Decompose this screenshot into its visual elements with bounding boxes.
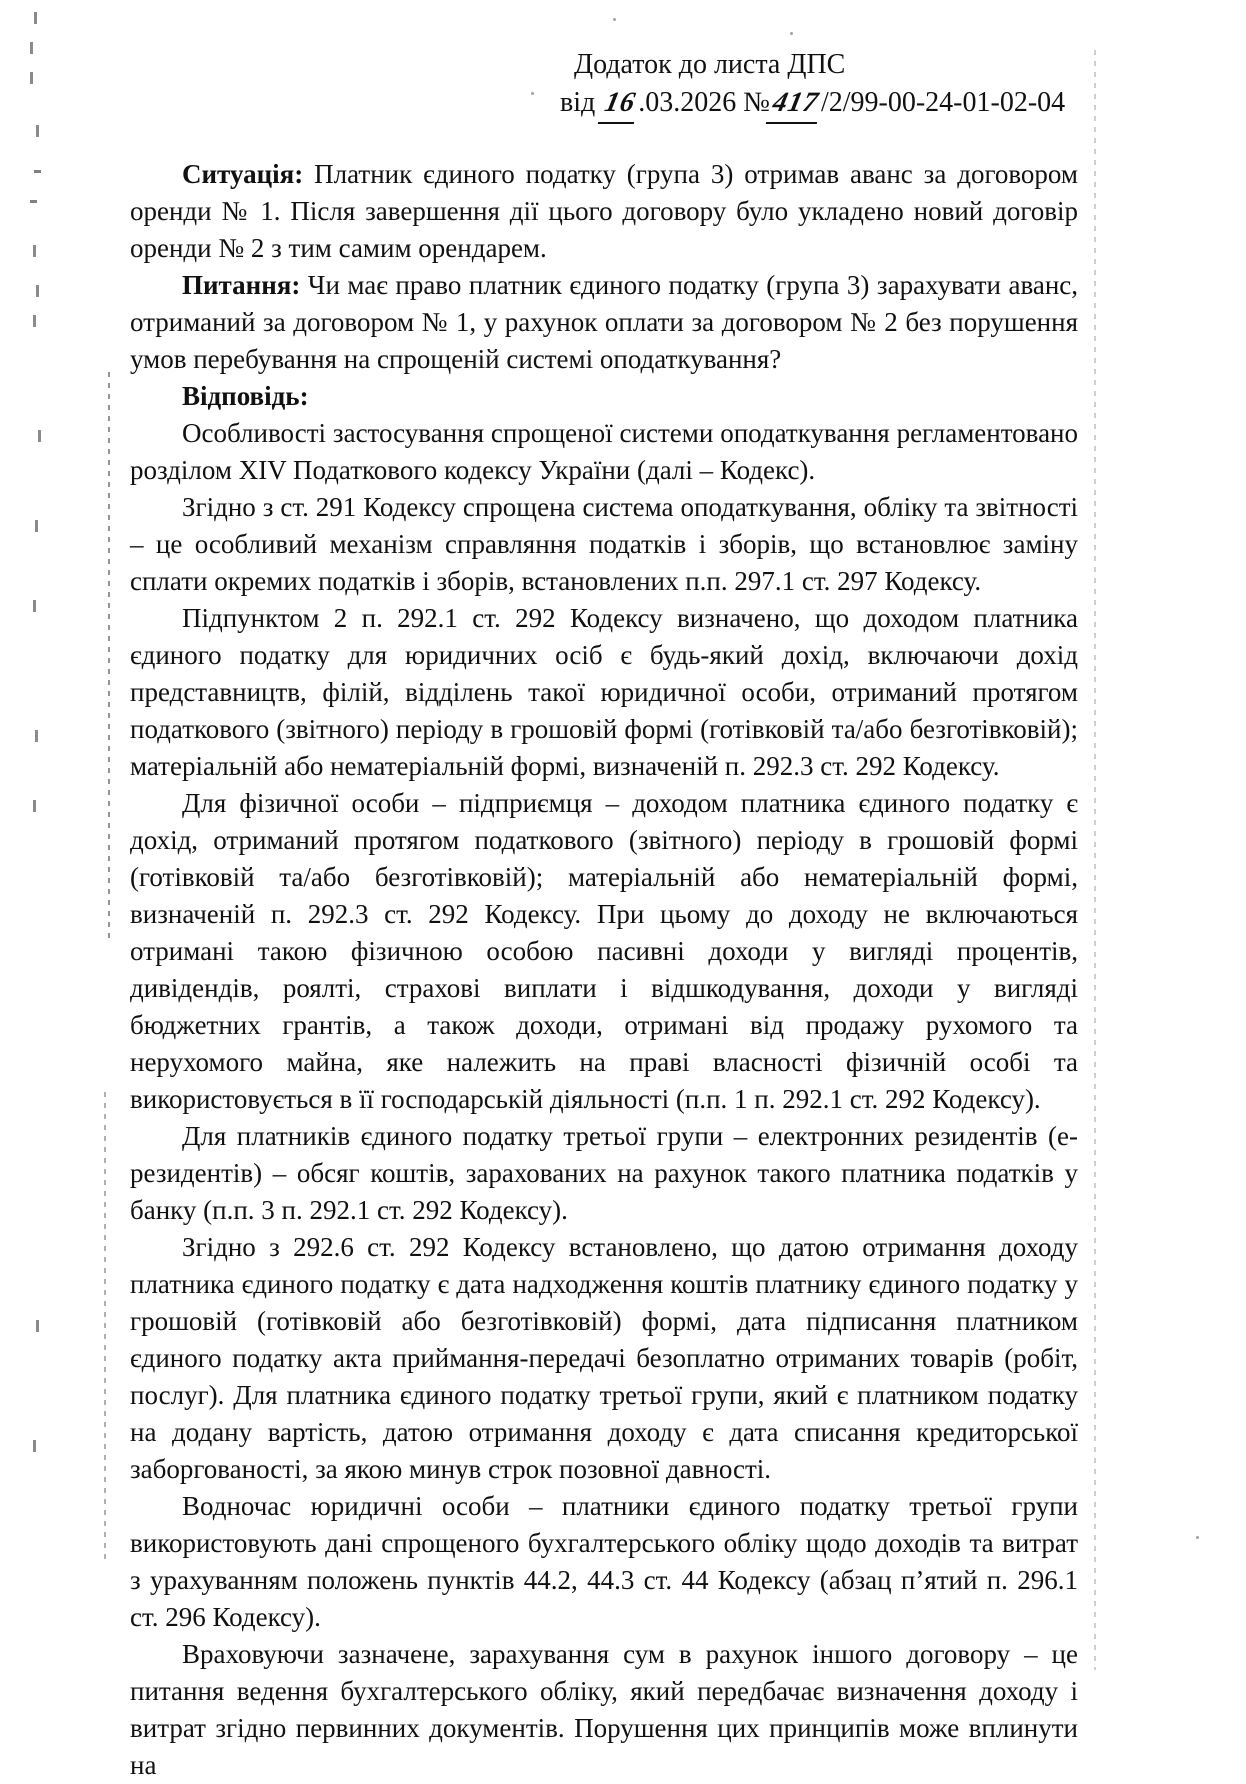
handwritten-number: 417 xyxy=(766,84,826,124)
header-reference-line xyxy=(560,84,1078,124)
paragraph-text: Водночас юридичні особи – платники єдиного податку третьої групи використовують дані спрощеного бухгалтерського обліку щодо доходів та витрат з урахуванням положень пунктів 44.2, 44.3 ст. 44 Кодексу (абзац п’ятий п. 296.1 ст. 296 Кодексу). xyxy=(130,1491,1078,1632)
paragraph-text: Чи має право платник єдиного податку (група 3) зарахувати аванс, отриманий за договором № 1, у рахунок оплати за договором № 2 без порушення умов перебування на спрощеній системі оподаткування? xyxy=(130,270,1079,374)
header-number-sign: № xyxy=(743,87,770,118)
scan-artifact xyxy=(613,18,616,21)
paragraph xyxy=(130,489,1078,600)
paragraph xyxy=(130,1118,1078,1229)
scan-artifact xyxy=(34,12,37,24)
paragraph xyxy=(130,1636,1078,1784)
paragraph xyxy=(130,600,1078,785)
scan-artifact xyxy=(1094,50,1096,1670)
paragraph xyxy=(130,1488,1078,1636)
scan-artifact xyxy=(36,125,39,137)
scan-artifact xyxy=(30,72,33,84)
scan-artifact xyxy=(790,32,793,35)
scan-artifact xyxy=(108,372,110,942)
scan-artifact xyxy=(104,1092,106,1562)
paragraph-text: Для платників єдиного податку третьої групи – електронних резидентів (е-резидентів) – обсяг коштів, зарахованих на рахунок такого платника податків у банку (п.п. 3 п. 292.1 ст. 292 Кодексу). xyxy=(130,1121,1078,1225)
header-from-label: від xyxy=(560,87,596,118)
paragraph-text: Особливості застосування спрощеної системи оподаткування регламентовано розділом XIV Податкового кодексу України (далі – Кодекс). xyxy=(130,418,1078,485)
scan-artifact xyxy=(36,285,39,297)
document-header xyxy=(560,46,1078,124)
paragraph-question xyxy=(130,267,1078,378)
handwritten-day: 16 xyxy=(598,84,643,124)
scan-artifact xyxy=(35,520,38,532)
paragraph-text: Згідно з ст. 291 Кодексу спрощена система оподаткування, обліку та звітності – це особливий механізм справляння податків і зборів, що встановлює заміну сплати окремих податків і зборів, встановлених п.п. 297.1 ст. 297 Кодексу. xyxy=(130,492,1078,596)
paragraph-text: Платник єдиного податку (група 3) отримав аванс за договором оренди № 1. Після завершення дії цього договору було укладено новий договір оренди № 2 з тим самим орендарем. xyxy=(130,159,1079,263)
scan-artifact xyxy=(33,1440,36,1452)
paragraph xyxy=(130,415,1078,489)
scan-artifact xyxy=(33,315,36,327)
paragraph-text: Для фізичної особи – підприємця – доходом платника єдиного податку є дохід, отриманий протягом податкового (звітного) періоду в грошовій формі (готівковій та/або безготівковій); матеріальній або нематеріальній формі, визначеній п. 292.3 ст. 292 Кодексу. При цьому до доходу не включаються отримані такою фізичною особою пасивні доходи у вигляді процентів, дивідендів, роялті, страхові виплати і відшкодування, доходи у вигляді бюджетних грантів, а також доходи, отримані від продажу рухомого та нерухомого майна, яке належить на праві власності фізичній особі та використовується в її господарській діяльності (п.п. 1 п. 292.1 ст. 292 Кодексу). xyxy=(130,788,1078,1114)
header-title: Додаток до листа ДПС xyxy=(574,49,846,80)
scan-artifact xyxy=(30,200,37,203)
paragraph xyxy=(130,1229,1078,1488)
scan-artifact xyxy=(30,42,33,54)
header-number-suffix: /2/99-00-24-01-02-04 xyxy=(820,87,1066,118)
scan-artifact xyxy=(1196,1536,1199,1539)
scan-artifact xyxy=(35,730,38,742)
scan-artifact xyxy=(33,245,36,257)
paragraph xyxy=(130,785,1078,1118)
scan-artifact xyxy=(36,1320,39,1332)
scan-artifact xyxy=(38,430,41,442)
scan-artifact xyxy=(531,92,534,95)
paragraph-answer-label xyxy=(130,378,1078,415)
paragraph-text: Враховуючи зазначене, зарахування сум в рахунок іншого договору – це питання ведення бухгалтерського обліку, який передбачає визначення доходу і витрат згідно первинних документів. Порушення цих принципів може вплинути на xyxy=(130,1639,1078,1780)
document-body xyxy=(130,156,1078,1784)
paragraph-lead: Відповідь: xyxy=(182,381,309,411)
scan-artifact xyxy=(33,800,36,812)
scan-artifact xyxy=(33,600,36,612)
scan-artifact xyxy=(34,170,41,173)
paragraph-situation xyxy=(130,156,1078,267)
header-date-rest: .03.2026 xyxy=(638,87,737,118)
paragraph-lead: Питання: xyxy=(182,270,301,300)
paragraph-text: Підпунктом 2 п. 292.1 ст. 292 Кодексу визначено, що доходом платника єдиного податку для юридичних осіб є будь-який дохід, включаючи дохід представництв, філій, відділень такої юридичної особи, отриманий протягом податкового (звітного) періоду в грошовій формі (готівковій та/або безготівковій); матеріальній або нематеріальній формі, визначеній п. 292.3 ст. 292 Кодексу. xyxy=(130,603,1078,781)
paragraph-lead: Ситуація: xyxy=(182,159,304,189)
paragraph-text: Згідно з 292.6 ст. 292 Кодексу встановлено, що датою отримання доходу платника єдиного податку є дата надходження коштів платнику єдиного податку у грошовій (готівковій або безготівковій) формі, дата підписання платником єдиного податку акта приймання-передачі безоплатно отриманих товарів (робіт, послуг). Для платника єдиного податку третьої групи, який є платником податку на додану вартість, датою отримання доходу є дата списання кредиторської заборгованості, за якою минув строк позовної давності. xyxy=(130,1232,1078,1484)
